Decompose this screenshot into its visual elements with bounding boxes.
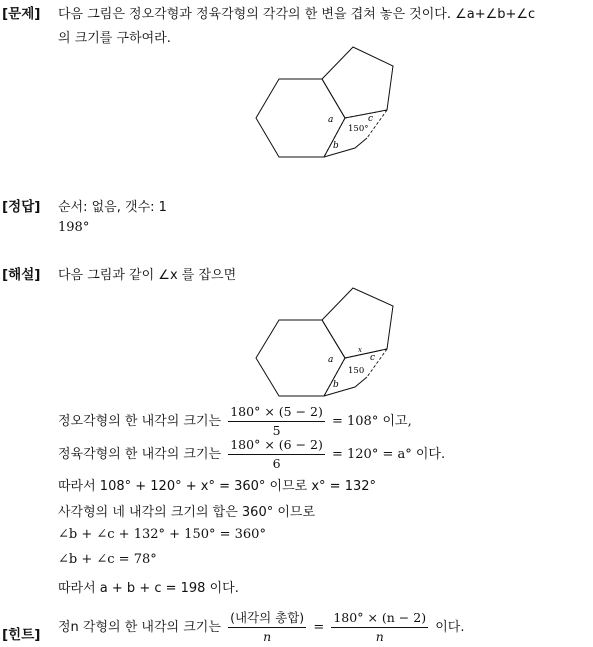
- solution-line2: [58, 437, 445, 472]
- label-150: 150: [348, 366, 365, 376]
- label-b: b: [333, 141, 339, 151]
- solution-line1: [58, 404, 412, 439]
- answer-value: 198°: [58, 220, 90, 235]
- hint-prefix: 정n 각형의 한 내각의 크기는: [58, 620, 221, 635]
- solid-edge: [324, 377, 367, 396]
- label-a: a: [328, 355, 334, 365]
- solution-line6: ∠b + ∠c = 78°: [58, 552, 157, 567]
- line1-suffix: = 108° 이고,: [331, 414, 412, 429]
- label-b: b: [333, 380, 339, 390]
- fraction-numerator: 180° × (6 − 2): [228, 437, 325, 455]
- fraction-numerator: (내각의 총합): [228, 610, 306, 628]
- line1-prefix: 정오각형의 한 내각의 크기는: [58, 414, 222, 429]
- fraction-total: [228, 610, 306, 645]
- solid-edge: [324, 138, 367, 157]
- label-150: 150°: [348, 124, 369, 134]
- solution-line7: 따라서 a + b + c = 198 이다.: [58, 581, 239, 596]
- solution-line4: 사각형의 네 내각의 크기의 합은 360° 이므로: [58, 505, 316, 520]
- label-a: a: [328, 115, 334, 125]
- solution-figure: [250, 282, 400, 400]
- fraction-numerator: 180° × (n − 2): [331, 610, 428, 628]
- hint-tag: [힌트]: [2, 627, 41, 643]
- fraction-denominator: n: [263, 629, 272, 644]
- hint-suffix: 이다.: [435, 620, 465, 635]
- problem-text-line2: 의 크기를 구하여라.: [58, 31, 171, 46]
- problem-figure: [250, 42, 400, 162]
- problem-tag: [문제]: [2, 6, 41, 22]
- solution-line3: 따라서 108° + 120° + x° = 360° 이므로 x° = 132°: [58, 479, 377, 494]
- label-c: c: [370, 353, 376, 363]
- pentagon: [322, 47, 393, 118]
- fraction-hexagon: [228, 437, 325, 472]
- fraction-denominator: 5: [272, 423, 281, 438]
- fraction-numerator: 180° × (5 − 2): [228, 404, 325, 422]
- fraction-formula: [331, 610, 428, 645]
- line2-suffix: = 120° = a° 이다.: [331, 447, 446, 462]
- label-x: x: [358, 346, 362, 354]
- fraction-denominator: n: [375, 629, 384, 644]
- solution-line5: ∠b + ∠c + 132° + 150° = 360°: [58, 527, 266, 542]
- hint-line: [58, 610, 464, 645]
- problem-text-line1: 다음 그림은 정오각형과 정육각형의 각각의 한 변을 겹쳐 놓은 것이다. ∠a+∠b+∠c: [58, 7, 536, 22]
- line2-prefix: 정육각형의 한 내각의 크기는: [58, 447, 222, 462]
- solution-tag: [해설]: [2, 267, 41, 283]
- solution-intro: 다음 그림과 같이 ∠x 를 잡으면: [58, 268, 237, 283]
- fraction-pentagon: [228, 404, 325, 439]
- hint-equals: =: [313, 620, 325, 635]
- fraction-denominator: 6: [272, 456, 281, 471]
- answer-meta: 순서: 없음, 갯수: 1: [58, 200, 167, 215]
- label-c: c: [368, 114, 374, 124]
- answer-tag: [정답]: [2, 199, 41, 215]
